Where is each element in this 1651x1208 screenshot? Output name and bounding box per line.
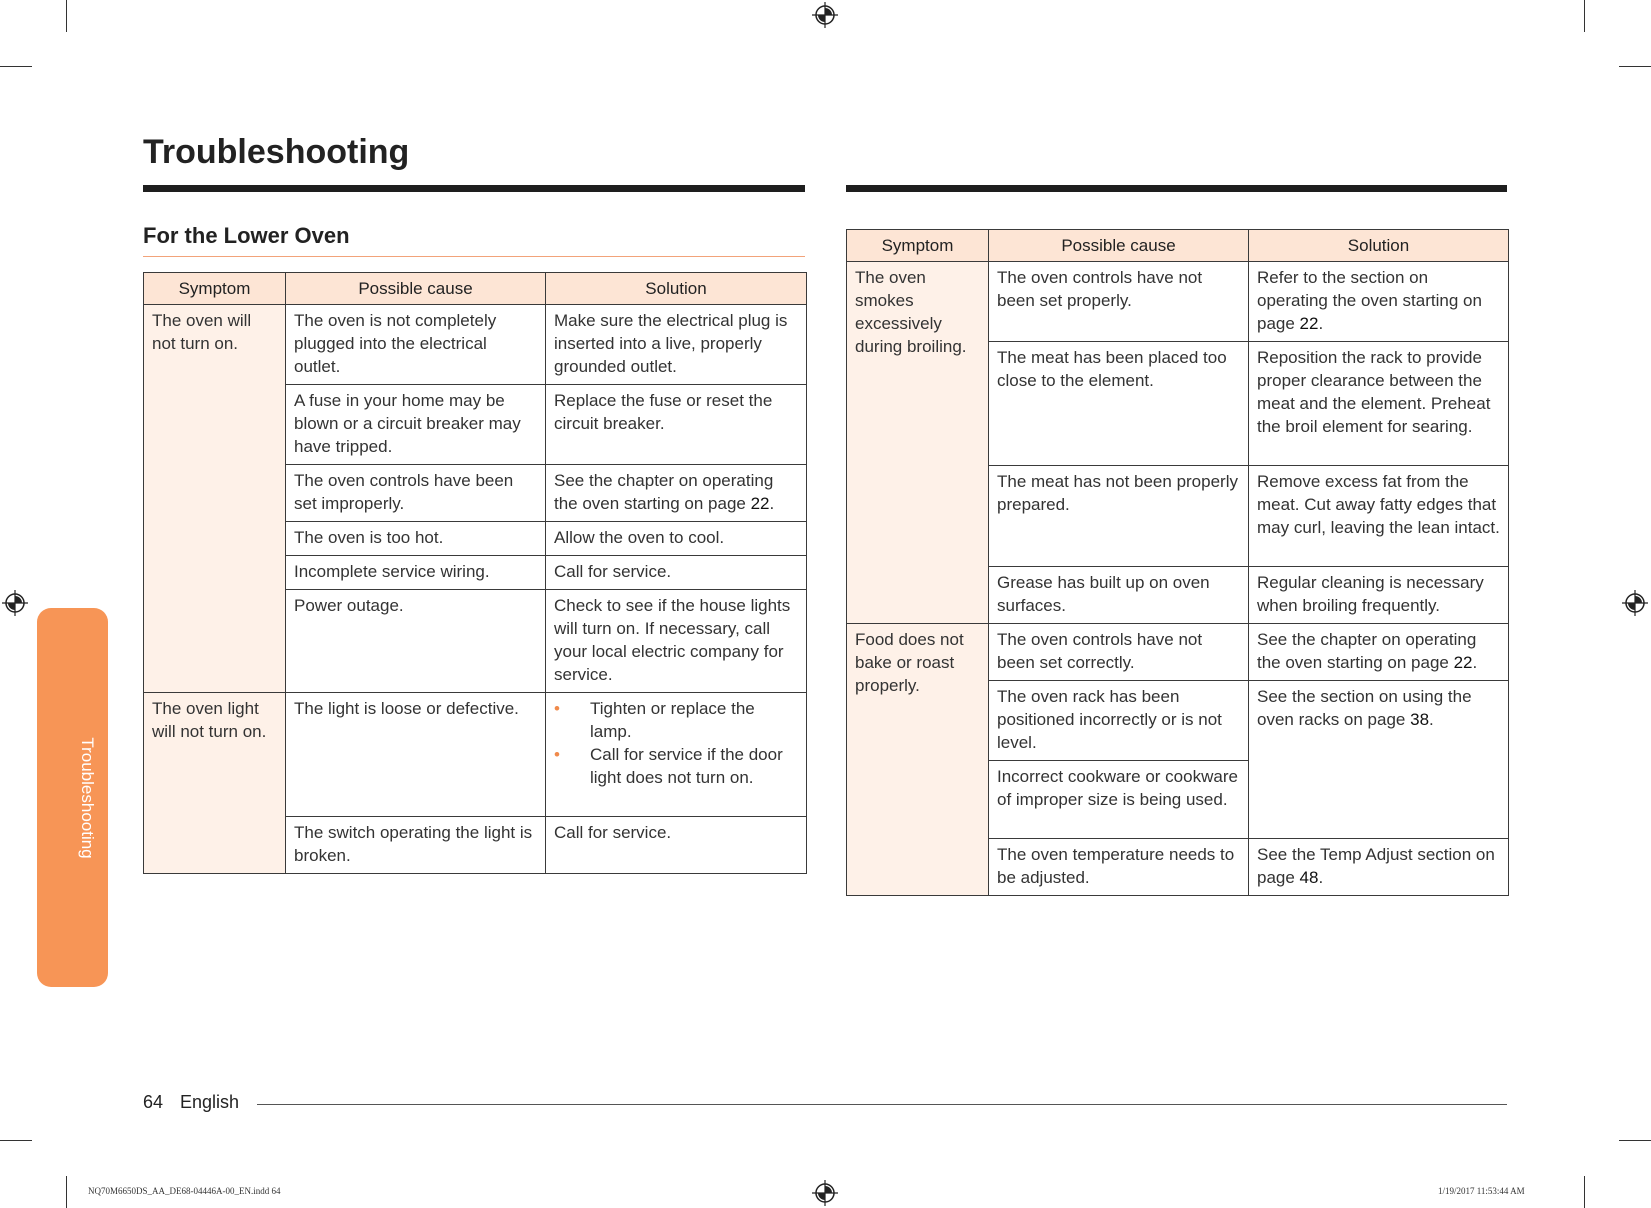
solution-cell xyxy=(546,465,807,522)
crop-mark xyxy=(1584,0,1585,32)
side-chapter-tab xyxy=(37,608,108,987)
cause-cell: Grease has built up on oven surfaces. xyxy=(989,567,1249,624)
solution-cell: Check to see if the house lights will turn on. If necessary, call your local electric company for service. xyxy=(546,590,807,693)
footer-language: English xyxy=(180,1092,240,1112)
solution-text: See the chapter on operating the oven starting on page xyxy=(554,471,774,513)
solution-cell: Reposition the rack to provide proper clearance between the meat and the element. Preheat the broil element for searing. xyxy=(1249,342,1509,466)
cause-cell: The oven is too hot. xyxy=(286,522,546,556)
cause-cell: The oven controls have been set improperly. xyxy=(286,465,546,522)
cause-cell: A fuse in your home may be blown or a circuit breaker may have tripped. xyxy=(286,385,546,465)
title-rule-right xyxy=(846,185,1507,192)
solution-cell: Call for service. xyxy=(546,817,807,874)
solution-end: . xyxy=(1429,710,1434,729)
solution-cell: Replace the fuse or reset the circuit breaker. xyxy=(546,385,807,465)
solution-end: . xyxy=(1472,653,1478,672)
solution-text: See the chapter on operating the oven starting on page xyxy=(1257,630,1477,672)
page-reference: 38 xyxy=(1410,710,1430,729)
cause-cell: Power outage. xyxy=(286,590,546,693)
solution-cell xyxy=(1249,624,1509,681)
page-reference: 22 xyxy=(1299,314,1319,333)
page-title: Troubleshooting xyxy=(143,133,410,171)
solution-cell xyxy=(1249,839,1509,896)
solution-cell xyxy=(546,693,807,817)
crop-mark xyxy=(1584,1176,1585,1208)
cause-cell: The light is loose or defective. xyxy=(286,693,546,817)
footer-rule xyxy=(257,1104,1507,1105)
solution-cell: Allow the oven to cool. xyxy=(546,522,807,556)
column-header-symptom: Symptom xyxy=(847,230,989,262)
table-header-row xyxy=(847,230,1509,262)
solution-text: See the Temp Adjust section on page xyxy=(1257,845,1495,887)
solution-cell: Remove excess fat from the meat. Cut away fatty edges that may curl, leaving the lean intact. xyxy=(1249,466,1509,567)
solution-end: . xyxy=(1318,868,1324,887)
registration-mark-icon xyxy=(812,1180,838,1206)
column-header-cause: Possible cause xyxy=(989,230,1249,262)
solution-cell xyxy=(1249,681,1509,839)
crop-mark xyxy=(0,66,32,67)
list-item: • Tighten or replace the lamp. xyxy=(554,697,798,743)
section-title: For the Lower Oven xyxy=(143,223,350,248)
cause-cell: The oven rack has been positioned incorrectly or is not level. xyxy=(989,681,1249,761)
page-number: 64 xyxy=(143,1092,164,1112)
print-slug-timestamp: 1/19/2017 11:53:44 AM xyxy=(1438,1186,1525,1196)
troubleshooting-table-left xyxy=(143,272,807,874)
crop-mark xyxy=(66,0,67,32)
table-header-row xyxy=(144,273,807,305)
column-header-cause: Possible cause xyxy=(286,273,546,305)
cause-cell: Incorrect cookware or cookware of improper size is being used. xyxy=(989,761,1249,839)
cause-cell: The oven temperature needs to be adjusted. xyxy=(989,839,1249,896)
solution-text: Refer to the section on operating the oven starting on page xyxy=(1257,268,1482,333)
solution-end: . xyxy=(769,494,775,513)
troubleshooting-table-right xyxy=(846,229,1509,896)
registration-mark-icon xyxy=(812,2,838,28)
column-header-solution: Solution xyxy=(1249,230,1509,262)
title-rule-left xyxy=(143,185,805,192)
solution-cell: Make sure the electrical plug is inserted into a live, properly grounded outlet. xyxy=(546,305,807,385)
list-item: • Call for service if the door light does not turn on. xyxy=(554,743,798,789)
cause-cell: The oven controls have not been set properly. xyxy=(989,262,1249,342)
solution-cell: Regular cleaning is necessary when broiling frequently. xyxy=(1249,567,1509,624)
cause-cell: The meat has been placed too close to the element. xyxy=(989,342,1249,466)
table-row xyxy=(847,624,1509,681)
cause-cell: Incomplete service wiring. xyxy=(286,556,546,590)
section-rule xyxy=(143,256,805,257)
cause-cell: The oven controls have not been set correctly. xyxy=(989,624,1249,681)
symptom-cell: The oven light will not turn on. xyxy=(144,693,286,874)
table-row xyxy=(847,262,1509,342)
solution-cell xyxy=(1249,262,1509,342)
crop-mark xyxy=(1619,66,1651,67)
solution-end: . xyxy=(1318,314,1324,333)
page-reference: 48 xyxy=(1299,868,1319,887)
cause-cell: The meat has not been properly prepared. xyxy=(989,466,1249,567)
cause-cell: The switch operating the light is broken. xyxy=(286,817,546,874)
registration-mark-icon xyxy=(1622,590,1648,616)
column-header-symptom: Symptom xyxy=(144,273,286,305)
crop-mark xyxy=(66,1176,67,1208)
table-row xyxy=(144,305,807,385)
solution-bullet-list xyxy=(554,697,798,789)
table-row xyxy=(144,693,807,817)
solution-cell: Call for service. xyxy=(546,556,807,590)
crop-mark xyxy=(1619,1140,1651,1141)
side-chapter-tab-label: Troubleshooting xyxy=(78,737,97,859)
solution-text: See the section on using the oven racks on page xyxy=(1257,687,1472,729)
registration-mark-icon xyxy=(2,590,28,616)
crop-mark xyxy=(0,1140,32,1141)
page-reference: 22 xyxy=(1453,653,1473,672)
cause-cell: The oven is not completely plugged into the electrical outlet. xyxy=(286,305,546,385)
symptom-cell: Food does not bake or roast properly. xyxy=(847,624,989,896)
column-header-solution: Solution xyxy=(546,273,807,305)
symptom-cell: The oven smokes excessively during broiling. xyxy=(847,262,989,624)
page-reference: 22 xyxy=(750,494,770,513)
print-slug-filename: NQ70M6650DS_AA_DE68-04446A-00_EN.indd 64 xyxy=(88,1186,281,1196)
symptom-cell: The oven will not turn on. xyxy=(144,305,286,693)
